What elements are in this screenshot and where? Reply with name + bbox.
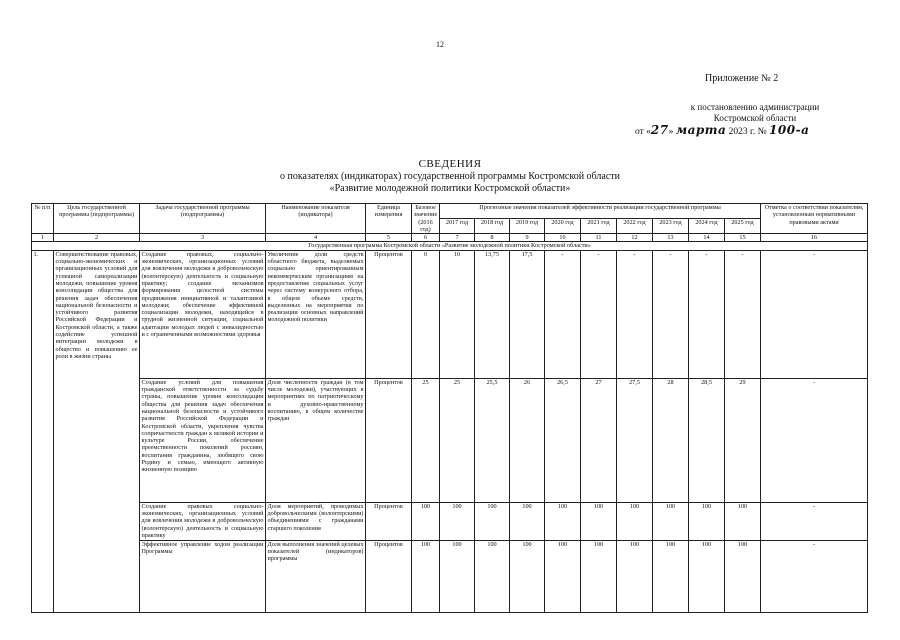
mark-cell: - (761, 250, 868, 378)
value-cell: 100 (475, 540, 510, 612)
header-year: 2017 год (440, 219, 475, 234)
header-unit: Единица измерения (366, 204, 412, 234)
indicator-cell: Доля мероприятий, проводимых добровольческими (волонтерскими) объединениями с гражданами старшего поколения (266, 502, 366, 540)
table-row (32, 378, 868, 502)
column-number: 13 (653, 234, 689, 242)
indicator-cell: Доля численности граждан (в том числе молодежи), участвующих в мероприятиях по патриотическому и духовно-нравственному воспитанию, в общем количестве граждан (266, 378, 366, 502)
column-number: 1 (32, 234, 54, 242)
value-cell: 25,5 (475, 378, 510, 502)
value-cell: 100 (725, 540, 761, 612)
mark-cell: - (761, 502, 868, 540)
value-cell: - (617, 250, 653, 378)
decree-mid: » (668, 127, 674, 137)
value-cell: 26,5 (545, 378, 581, 502)
header-year: 2018 год (475, 219, 510, 234)
document-title: СВЕДЕНИЯ (418, 158, 482, 170)
column-number: 8 (475, 234, 510, 242)
decree-line-1: к постановлению администрации (690, 102, 820, 112)
value-cell: 100 (689, 540, 725, 612)
unit-cell: Процентов (366, 250, 412, 378)
header-row-1 (32, 204, 868, 219)
value-cell: 13,75 (475, 250, 510, 378)
value-cell: 100 (581, 502, 617, 540)
column-number: 5 (366, 234, 412, 242)
value-cell: 100 (689, 502, 725, 540)
column-number: 15 (725, 234, 761, 242)
document-subtitle-2: «Развитие молодежной политики Костромской области» (329, 183, 571, 194)
value-cell: 100 (545, 502, 581, 540)
indicators-table (31, 203, 868, 613)
header-year: 2019 год (510, 219, 545, 234)
value-cell: 100 (617, 540, 653, 612)
value-cell: 10 (440, 250, 475, 378)
header-year: 2025 год (725, 219, 761, 234)
column-number: 16 (761, 234, 868, 242)
value-cell: 27,5 (617, 378, 653, 502)
program-row (32, 242, 868, 250)
table-row (32, 250, 868, 378)
indicator-cell: Доля выполнения значений целевых показателей (индикаторов) программы (266, 540, 366, 612)
header-task: Задача государственной программы (подпрограммы) (140, 204, 266, 234)
appendix-title: Приложение № 2 (705, 73, 779, 84)
task-cell: Создание правовых социально-экономических, организационных условий для вовлечения молодежи в добровольческую (волонтерскую) деятельность и социальную практику (141, 502, 264, 539)
value-cell: 100 (581, 540, 617, 612)
indicator-cell: Увеличение доли средств областного бюджета, выделяемых социально ориентированным некоммерческим организациям на предоставление социальных услуг через систему конкурсного отбора, в общем объеме средств, выделенных на мероприятия по реализации основных направлений молодежной политики (266, 250, 366, 378)
base-cell: 100 (412, 502, 440, 540)
column-number: 6 (412, 234, 440, 242)
base-cell: 0 (412, 250, 440, 378)
unit-cell: Процентов (366, 540, 412, 612)
task-cell: Эффективное управление ходом реализации Программы (140, 540, 266, 612)
column-number: 7 (440, 234, 475, 242)
header-year: 2024 год (689, 219, 725, 234)
decree-date-line (635, 123, 875, 137)
column-number: 9 (510, 234, 545, 242)
value-cell: 25 (440, 378, 475, 502)
decree-number-handwritten: 100-а (769, 123, 810, 137)
task-cell: Создание условий для повышения гражданской ответственности за судьбу страны, повышение уровня консолидации общества для решения задач обеспечения национальной безопасности и устойчивого развития Российской Федерации и Костромской области, укрепления чувства сопричастности граждан к великой истории и культуре России, обеспечение преемственности поколений россиян, воспитания гражданина, любящего свою Родину и семью, имеющего активную жизненную позицию (140, 378, 266, 502)
unit-cell: Процентов (366, 502, 412, 540)
value-cell: 100 (545, 540, 581, 612)
column-number: 11 (581, 234, 617, 242)
mark-cell: - (761, 540, 868, 612)
value-cell: - (653, 250, 689, 378)
value-cell: 100 (440, 540, 475, 612)
header-mark: Отметка о соответствии показателям, установленным нормативными правовыми актами (761, 204, 868, 234)
decree-prefix: от « (635, 127, 651, 137)
header-year: 2020 год (545, 219, 581, 234)
decree-day-handwritten: 27 (650, 123, 669, 137)
header-forecast: Прогнозные значения показателей эффективности реализации государственной программы (440, 204, 761, 219)
value-cell: 100 (653, 540, 689, 612)
task-cell: Создание правовых, социально-экономических, организационных условий для вовлечения молодежи в добровольческую (волонтерскую) деятельность и социальную практику; создание механизмов формирования целостной системы продвижения инициативной и талантливой молодежи; обеспечение эффективной социализации молодежи, находящейся в трудной жизненной ситуации, социальной адаптации молодых людей с инвалидностью и с ограниченными возможностями здоровья (140, 250, 266, 378)
column-number: 12 (617, 234, 653, 242)
decree-line-2: Костромской области (713, 113, 797, 123)
value-cell: 100 (653, 502, 689, 540)
header-no: № п/п (32, 204, 54, 234)
header-goal: Цель государственной программы (подпрограммы) (54, 204, 140, 234)
value-cell: 100 (510, 540, 545, 612)
value-cell: - (725, 250, 761, 378)
table-row (32, 540, 868, 612)
document-subtitle-1: о показателях (индикаторах) государственной программы Костромской области (280, 171, 620, 182)
table-row (32, 502, 868, 540)
page-number: 12 (436, 40, 444, 49)
row-number: 1. (32, 250, 54, 612)
header-year: 2023 год (653, 219, 689, 234)
base-cell: 25 (412, 378, 440, 502)
column-number: 10 (545, 234, 581, 242)
value-cell: - (689, 250, 725, 378)
value-cell: 26 (510, 378, 545, 502)
value-cell: 100 (510, 502, 545, 540)
decree-year-no: 2023 г. № (728, 127, 767, 137)
decree-month-handwritten: марта (675, 123, 727, 137)
value-cell: 28,5 (689, 378, 725, 502)
value-cell: 100 (440, 502, 475, 540)
value-cell: 17,5 (510, 250, 545, 378)
value-cell: 100 (725, 502, 761, 540)
header-base: Базовое значение (2016 год) (412, 204, 440, 234)
column-number: 3 (140, 234, 266, 242)
program-name: Государственная программа Костромской области «Развитие молодежной политики Костромской области» (32, 242, 868, 250)
goal-cell: Совершенствование правовых, социально-экономических и организационных условий для успешной самореализации молодежи, повышение уровня консолидации общества для решения задач обеспечения национальной безопасности и устойчивого развития Российской Федерации и Костромской области, а также содействие успешной интеграции молодежи в общество и повышению ее роли в жизни страны (54, 250, 140, 612)
value-cell: 28 (653, 378, 689, 502)
column-number: 2 (54, 234, 140, 242)
value-cell: 29 (725, 378, 761, 502)
base-cell: 100 (412, 540, 440, 612)
value-cell: - (545, 250, 581, 378)
value-cell: - (581, 250, 617, 378)
column-number: 14 (689, 234, 725, 242)
unit-cell: Процентов (366, 378, 412, 502)
mark-cell: - (761, 378, 868, 502)
column-numbers-row (32, 234, 868, 242)
value-cell: 100 (475, 502, 510, 540)
header-indicator: Наименование показателя (индикатора) (266, 204, 366, 234)
value-cell: 27 (581, 378, 617, 502)
header-year: 2022 год (617, 219, 653, 234)
value-cell: 100 (617, 502, 653, 540)
column-number: 4 (266, 234, 366, 242)
header-year: 2021 год (581, 219, 617, 234)
